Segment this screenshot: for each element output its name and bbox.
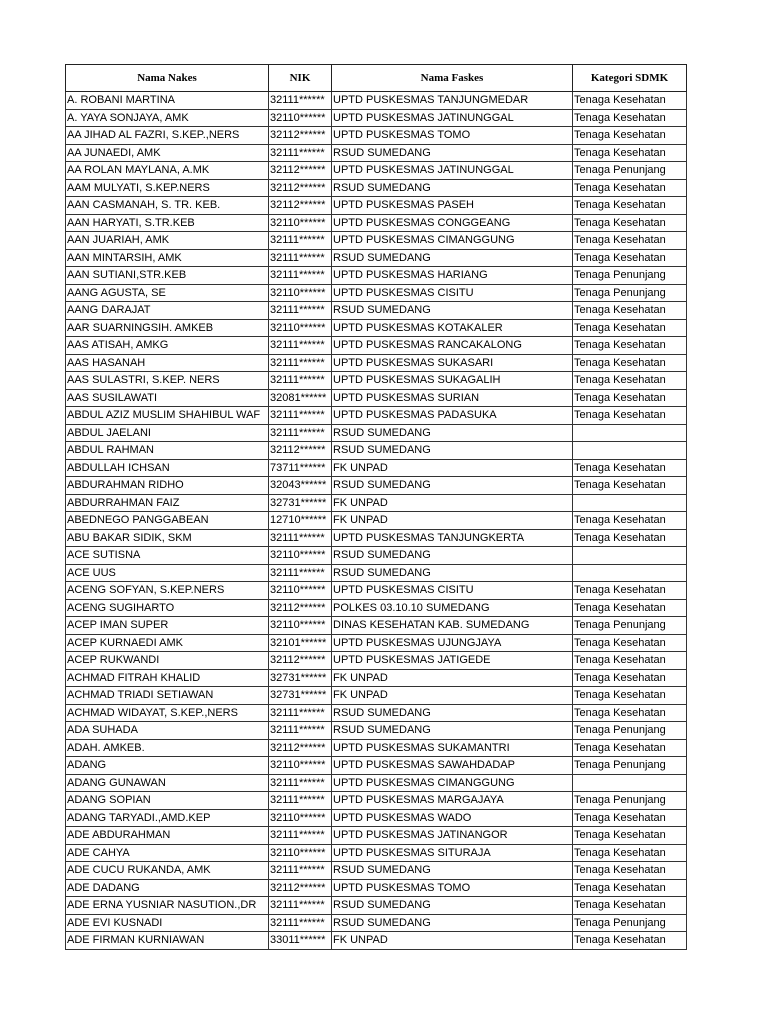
cell-nama-faskes: UPTD PUSKESMAS SURIAN [332, 389, 573, 407]
cell-nik: 32111****** [269, 144, 332, 162]
table-row [66, 879, 687, 897]
table-row [66, 722, 687, 740]
table-row [66, 739, 687, 757]
cell-kategori-sdmk: Tenaga Penunjang [573, 792, 687, 810]
cell-nama-faskes: DINAS KESEHATAN KAB. SUMEDANG [332, 617, 573, 635]
cell-nama-faskes: UPTD PUSKESMAS SITURAJA [332, 844, 573, 862]
table-row [66, 267, 687, 285]
cell-kategori-sdmk [573, 424, 687, 442]
cell-nama-faskes: UPTD PUSKESMAS MARGAJAYA [332, 792, 573, 810]
cell-nik: 32111****** [269, 529, 332, 547]
cell-nama-faskes: UPTD PUSKESMAS JATIGEDE [332, 652, 573, 670]
cell-nik: 32110****** [269, 547, 332, 565]
cell-nama-faskes: UPTD PUSKESMAS JATINUNGGAL [332, 162, 573, 180]
cell-kategori-sdmk: Tenaga Kesehatan [573, 407, 687, 425]
cell-nama-nakes: AANG DARAJAT [66, 302, 269, 320]
cell-nama-nakes: ADE CUCU RUKANDA, AMK [66, 862, 269, 880]
cell-nik: 32110****** [269, 109, 332, 127]
cell-nik: 32111****** [269, 564, 332, 582]
table-row [66, 337, 687, 355]
cell-nama-faskes: UPTD PUSKESMAS TOMO [332, 879, 573, 897]
cell-nik: 12710****** [269, 512, 332, 530]
table-header-row [66, 65, 687, 92]
cell-nik: 32112****** [269, 127, 332, 145]
cell-nik: 32112****** [269, 879, 332, 897]
table-row [66, 792, 687, 810]
cell-nik: 32112****** [269, 162, 332, 180]
cell-nama-faskes: UPTD PUSKESMAS SUKASARI [332, 354, 573, 372]
table-row [66, 442, 687, 460]
cell-nik: 32111****** [269, 372, 332, 390]
table-row [66, 92, 687, 110]
table-row [66, 179, 687, 197]
cell-nama-nakes: AAN CASMANAH, S. TR. KEB. [66, 197, 269, 215]
cell-nama-faskes: UPTD PUSKESMAS TOMO [332, 127, 573, 145]
cell-nama-nakes: ADA SUHADA [66, 722, 269, 740]
table-row [66, 407, 687, 425]
cell-nama-nakes: ABDULLAH ICHSAN [66, 459, 269, 477]
cell-nama-nakes: AAN JUARIAH, AMK [66, 232, 269, 250]
cell-kategori-sdmk: Tenaga Kesehatan [573, 809, 687, 827]
cell-nama-faskes: UPTD PUSKESMAS CONGGEANG [332, 214, 573, 232]
cell-nama-faskes: UPTD PUSKESMAS CIMANGGUNG [332, 774, 573, 792]
table-row [66, 687, 687, 705]
cell-kategori-sdmk: Tenaga Kesehatan [573, 529, 687, 547]
cell-nama-nakes: ADE EVI KUSNADI [66, 914, 269, 932]
cell-nama-nakes: AAS HASANAH [66, 354, 269, 372]
cell-nama-nakes: ACEP RUKWANDI [66, 652, 269, 670]
header-nama-faskes: Nama Faskes [332, 65, 573, 92]
table-row [66, 809, 687, 827]
cell-nik: 32111****** [269, 774, 332, 792]
cell-nama-nakes: AAN MINTARSIH, AMK [66, 249, 269, 267]
cell-nik: 32111****** [269, 337, 332, 355]
cell-nama-nakes: AAR SUARNINGSIH. AMKEB [66, 319, 269, 337]
cell-kategori-sdmk: Tenaga Kesehatan [573, 232, 687, 250]
cell-nik: 32112****** [269, 652, 332, 670]
cell-nama-nakes: AA JIHAD AL FAZRI, S.KEP.,NERS [66, 127, 269, 145]
cell-nama-nakes: AAM MULYATI, S.KEP.NERS [66, 179, 269, 197]
header-kategori-sdmk: Kategori SDMK [573, 65, 687, 92]
cell-nama-faskes: RSUD SUMEDANG [332, 144, 573, 162]
cell-nik: 32110****** [269, 757, 332, 775]
cell-nama-nakes: ABDUL AZIZ MUSLIM SHAHIBUL WAF [66, 407, 269, 425]
cell-nama-faskes: UPTD PUSKESMAS HARIANG [332, 267, 573, 285]
cell-nama-faskes: UPTD PUSKESMAS PASEH [332, 197, 573, 215]
cell-nama-faskes: UPTD PUSKESMAS SUKAMANTRI [332, 739, 573, 757]
cell-nik: 32110****** [269, 809, 332, 827]
table-row [66, 459, 687, 477]
cell-nik: 32111****** [269, 267, 332, 285]
cell-kategori-sdmk: Tenaga Kesehatan [573, 634, 687, 652]
table-row [66, 372, 687, 390]
table-row [66, 284, 687, 302]
cell-nama-faskes: UPTD PUSKESMAS JATINUNGGAL [332, 109, 573, 127]
cell-nik: 32081****** [269, 389, 332, 407]
cell-nama-nakes: AAN SUTIANI,STR.KEB [66, 267, 269, 285]
cell-nik: 32111****** [269, 354, 332, 372]
cell-kategori-sdmk: Tenaga Kesehatan [573, 459, 687, 477]
table-row [66, 512, 687, 530]
cell-nik: 32110****** [269, 582, 332, 600]
table-row [66, 494, 687, 512]
table-row [66, 617, 687, 635]
cell-nama-nakes: ACEP IMAN SUPER [66, 617, 269, 635]
cell-nama-nakes: ACE SUTISNA [66, 547, 269, 565]
cell-kategori-sdmk [573, 774, 687, 792]
cell-kategori-sdmk: Tenaga Penunjang [573, 722, 687, 740]
cell-nama-faskes: UPTD PUSKESMAS UJUNGJAYA [332, 634, 573, 652]
table-row [66, 109, 687, 127]
cell-nama-nakes: ADE FIRMAN KURNIAWAN [66, 932, 269, 950]
cell-kategori-sdmk: Tenaga Kesehatan [573, 582, 687, 600]
cell-nama-faskes: FK UNPAD [332, 932, 573, 950]
cell-nama-faskes: RSUD SUMEDANG [332, 547, 573, 565]
cell-nama-nakes: AAS ATISAH, AMKG [66, 337, 269, 355]
cell-nama-faskes: UPTD PUSKESMAS SAWAHDADAP [332, 757, 573, 775]
cell-kategori-sdmk: Tenaga Penunjang [573, 757, 687, 775]
table-row [66, 389, 687, 407]
table-row [66, 127, 687, 145]
table-row [66, 302, 687, 320]
table-row [66, 354, 687, 372]
cell-kategori-sdmk: Tenaga Kesehatan [573, 319, 687, 337]
cell-nama-faskes: UPTD PUSKESMAS JATINANGOR [332, 827, 573, 845]
cell-nama-nakes: ADANG TARYADI.,AMD.KEP [66, 809, 269, 827]
table-row [66, 564, 687, 582]
cell-nama-nakes: AANG AGUSTA, SE [66, 284, 269, 302]
table-row [66, 424, 687, 442]
cell-kategori-sdmk: Tenaga Kesehatan [573, 197, 687, 215]
cell-kategori-sdmk: Tenaga Kesehatan [573, 477, 687, 495]
table-body [66, 92, 687, 950]
cell-kategori-sdmk: Tenaga Kesehatan [573, 302, 687, 320]
cell-nama-nakes: ABU BAKAR SIDIK, SKM [66, 529, 269, 547]
cell-kategori-sdmk: Tenaga Kesehatan [573, 669, 687, 687]
cell-kategori-sdmk: Tenaga Kesehatan [573, 354, 687, 372]
cell-nama-faskes: FK UNPAD [332, 494, 573, 512]
cell-nama-nakes: A. ROBANI MARTINA [66, 92, 269, 110]
cell-nik: 32731****** [269, 687, 332, 705]
cell-nama-nakes: ACENG SOFYAN, S.KEP.NERS [66, 582, 269, 600]
table-row [66, 932, 687, 950]
table-row [66, 582, 687, 600]
header-nama-nakes: Nama Nakes [66, 65, 269, 92]
cell-kategori-sdmk [573, 564, 687, 582]
cell-nama-nakes: ACHMAD FITRAH KHALID [66, 669, 269, 687]
cell-nama-faskes: UPTD PUSKESMAS CISITU [332, 582, 573, 600]
cell-nik: 32110****** [269, 214, 332, 232]
cell-nama-nakes: ACEP KURNAEDI AMK [66, 634, 269, 652]
cell-kategori-sdmk: Tenaga Kesehatan [573, 739, 687, 757]
cell-nama-faskes: UPTD PUSKESMAS TANJUNGMEDAR [332, 92, 573, 110]
cell-kategori-sdmk: Tenaga Penunjang [573, 284, 687, 302]
cell-nama-faskes: FK UNPAD [332, 459, 573, 477]
cell-nama-faskes: RSUD SUMEDANG [332, 179, 573, 197]
cell-nama-nakes: ACHMAD TRIADI SETIAWAN [66, 687, 269, 705]
cell-nama-faskes: RSUD SUMEDANG [332, 564, 573, 582]
cell-kategori-sdmk: Tenaga Kesehatan [573, 144, 687, 162]
cell-nama-faskes: UPTD PUSKESMAS CISITU [332, 284, 573, 302]
cell-nama-faskes: RSUD SUMEDANG [332, 897, 573, 915]
cell-nama-faskes: UPTD PUSKESMAS WADO [332, 809, 573, 827]
cell-nik: 32731****** [269, 669, 332, 687]
header-nik: NIK [269, 65, 332, 92]
cell-nama-nakes: ADE ABDURAHMAN [66, 827, 269, 845]
cell-nik: 32043****** [269, 477, 332, 495]
table-row [66, 774, 687, 792]
cell-nama-nakes: ACE UUS [66, 564, 269, 582]
cell-kategori-sdmk: Tenaga Kesehatan [573, 127, 687, 145]
cell-kategori-sdmk: Tenaga Penunjang [573, 162, 687, 180]
cell-nama-nakes: ACHMAD WIDAYAT, S.KEP.,NERS [66, 704, 269, 722]
cell-kategori-sdmk: Tenaga Kesehatan [573, 827, 687, 845]
cell-kategori-sdmk: Tenaga Kesehatan [573, 109, 687, 127]
cell-nama-faskes: POLKES 03.10.10 SUMEDANG [332, 599, 573, 617]
table-row [66, 757, 687, 775]
cell-kategori-sdmk: Tenaga Kesehatan [573, 599, 687, 617]
cell-nama-nakes: A. YAYA SONJAYA, AMK [66, 109, 269, 127]
cell-nama-faskes: RSUD SUMEDANG [332, 477, 573, 495]
cell-nama-nakes: ADAH. AMKEB. [66, 739, 269, 757]
cell-kategori-sdmk: Tenaga Penunjang [573, 617, 687, 635]
cell-nik: 32111****** [269, 249, 332, 267]
cell-nik: 32111****** [269, 914, 332, 932]
cell-nik: 32731****** [269, 494, 332, 512]
cell-nik: 32111****** [269, 92, 332, 110]
cell-nama-faskes: FK UNPAD [332, 512, 573, 530]
cell-kategori-sdmk: Tenaga Kesehatan [573, 704, 687, 722]
cell-nama-faskes: RSUD SUMEDANG [332, 424, 573, 442]
table-row [66, 477, 687, 495]
table-row [66, 547, 687, 565]
cell-nama-nakes: ADE ERNA YUSNIAR NASUTION.,DR [66, 897, 269, 915]
cell-kategori-sdmk: Tenaga Kesehatan [573, 652, 687, 670]
cell-nama-faskes: RSUD SUMEDANG [332, 302, 573, 320]
cell-nama-nakes: AAN HARYATI, S.TR.KEB [66, 214, 269, 232]
cell-nama-faskes: UPTD PUSKESMAS TANJUNGKERTA [332, 529, 573, 547]
cell-nik: 32111****** [269, 424, 332, 442]
cell-nik: 32111****** [269, 862, 332, 880]
table-row [66, 144, 687, 162]
nakes-table [65, 64, 687, 950]
cell-kategori-sdmk: Tenaga Kesehatan [573, 179, 687, 197]
cell-nama-faskes: RSUD SUMEDANG [332, 862, 573, 880]
cell-nik: 73711****** [269, 459, 332, 477]
cell-nama-faskes: RSUD SUMEDANG [332, 722, 573, 740]
cell-nama-faskes: RSUD SUMEDANG [332, 249, 573, 267]
cell-nama-nakes: ABDURRAHMAN FAIZ [66, 494, 269, 512]
cell-kategori-sdmk: Tenaga Kesehatan [573, 372, 687, 390]
table-row [66, 669, 687, 687]
cell-nama-faskes: RSUD SUMEDANG [332, 914, 573, 932]
cell-nik: 32111****** [269, 232, 332, 250]
cell-nama-nakes: AAS SUSILAWATI [66, 389, 269, 407]
table-row [66, 844, 687, 862]
table-row [66, 652, 687, 670]
cell-nama-nakes: ABEDNEGO PANGGABEAN [66, 512, 269, 530]
table-row [66, 862, 687, 880]
cell-nama-nakes: AAS SULASTRI, S.KEP. NERS [66, 372, 269, 390]
cell-nama-nakes: ADANG GUNAWAN [66, 774, 269, 792]
cell-nama-faskes: RSUD SUMEDANG [332, 442, 573, 460]
cell-kategori-sdmk: Tenaga Kesehatan [573, 214, 687, 232]
cell-nik: 32111****** [269, 897, 332, 915]
cell-nama-nakes: AA JUNAEDI, AMK [66, 144, 269, 162]
cell-nama-faskes: RSUD SUMEDANG [332, 704, 573, 722]
cell-kategori-sdmk [573, 547, 687, 565]
cell-nik: 32112****** [269, 442, 332, 460]
table-row [66, 319, 687, 337]
cell-nama-faskes: FK UNPAD [332, 687, 573, 705]
cell-kategori-sdmk: Tenaga Kesehatan [573, 512, 687, 530]
cell-nama-nakes: ADANG SOPIAN [66, 792, 269, 810]
cell-kategori-sdmk [573, 494, 687, 512]
cell-nama-nakes: AA ROLAN MAYLANA, A.MK [66, 162, 269, 180]
cell-nik: 32111****** [269, 827, 332, 845]
table-row [66, 897, 687, 915]
cell-nama-faskes: UPTD PUSKESMAS SUKAGALIH [332, 372, 573, 390]
cell-nik: 32101****** [269, 634, 332, 652]
cell-kategori-sdmk: Tenaga Kesehatan [573, 389, 687, 407]
table-row [66, 599, 687, 617]
cell-nama-nakes: ACENG SUGIHARTO [66, 599, 269, 617]
cell-nama-nakes: ADE CAHYA [66, 844, 269, 862]
cell-nama-nakes: ADANG [66, 757, 269, 775]
cell-nama-nakes: ABDUL RAHMAN [66, 442, 269, 460]
cell-kategori-sdmk: Tenaga Penunjang [573, 914, 687, 932]
cell-kategori-sdmk: Tenaga Kesehatan [573, 687, 687, 705]
cell-nama-nakes: ADE DADANG [66, 879, 269, 897]
table-row [66, 634, 687, 652]
cell-nama-faskes: FK UNPAD [332, 669, 573, 687]
cell-nik: 32111****** [269, 722, 332, 740]
cell-kategori-sdmk [573, 442, 687, 460]
cell-kategori-sdmk: Tenaga Penunjang [573, 267, 687, 285]
table-row [66, 914, 687, 932]
cell-kategori-sdmk: Tenaga Kesehatan [573, 844, 687, 862]
cell-nik: 32112****** [269, 197, 332, 215]
table-row [66, 827, 687, 845]
cell-nik: 32110****** [269, 617, 332, 635]
cell-nik: 32110****** [269, 844, 332, 862]
cell-nama-faskes: UPTD PUSKESMAS PADASUKA [332, 407, 573, 425]
table-row [66, 529, 687, 547]
table-row [66, 214, 687, 232]
cell-nik: 32111****** [269, 302, 332, 320]
cell-kategori-sdmk: Tenaga Kesehatan [573, 92, 687, 110]
cell-nama-faskes: UPTD PUSKESMAS RANCAKALONG [332, 337, 573, 355]
cell-nik: 32111****** [269, 792, 332, 810]
cell-nama-faskes: UPTD PUSKESMAS KOTAKALER [332, 319, 573, 337]
cell-nama-nakes: ABDURAHMAN RIDHO [66, 477, 269, 495]
cell-kategori-sdmk: Tenaga Kesehatan [573, 249, 687, 267]
table-row [66, 249, 687, 267]
table-row [66, 162, 687, 180]
table-row [66, 704, 687, 722]
cell-nik: 32110****** [269, 319, 332, 337]
cell-nik: 32111****** [269, 407, 332, 425]
cell-nama-faskes: UPTD PUSKESMAS CIMANGGUNG [332, 232, 573, 250]
data-sheet [65, 64, 686, 950]
table-row [66, 197, 687, 215]
cell-kategori-sdmk: Tenaga Kesehatan [573, 337, 687, 355]
cell-nik: 32112****** [269, 599, 332, 617]
cell-kategori-sdmk: Tenaga Kesehatan [573, 932, 687, 950]
cell-nik: 32112****** [269, 179, 332, 197]
cell-nik: 33011****** [269, 932, 332, 950]
cell-nama-nakes: ABDUL JAELANI [66, 424, 269, 442]
table-row [66, 232, 687, 250]
cell-kategori-sdmk: Tenaga Kesehatan [573, 897, 687, 915]
cell-kategori-sdmk: Tenaga Kesehatan [573, 879, 687, 897]
cell-kategori-sdmk: Tenaga Kesehatan [573, 862, 687, 880]
cell-nik: 32110****** [269, 284, 332, 302]
cell-nik: 32111****** [269, 704, 332, 722]
cell-nik: 32112****** [269, 739, 332, 757]
